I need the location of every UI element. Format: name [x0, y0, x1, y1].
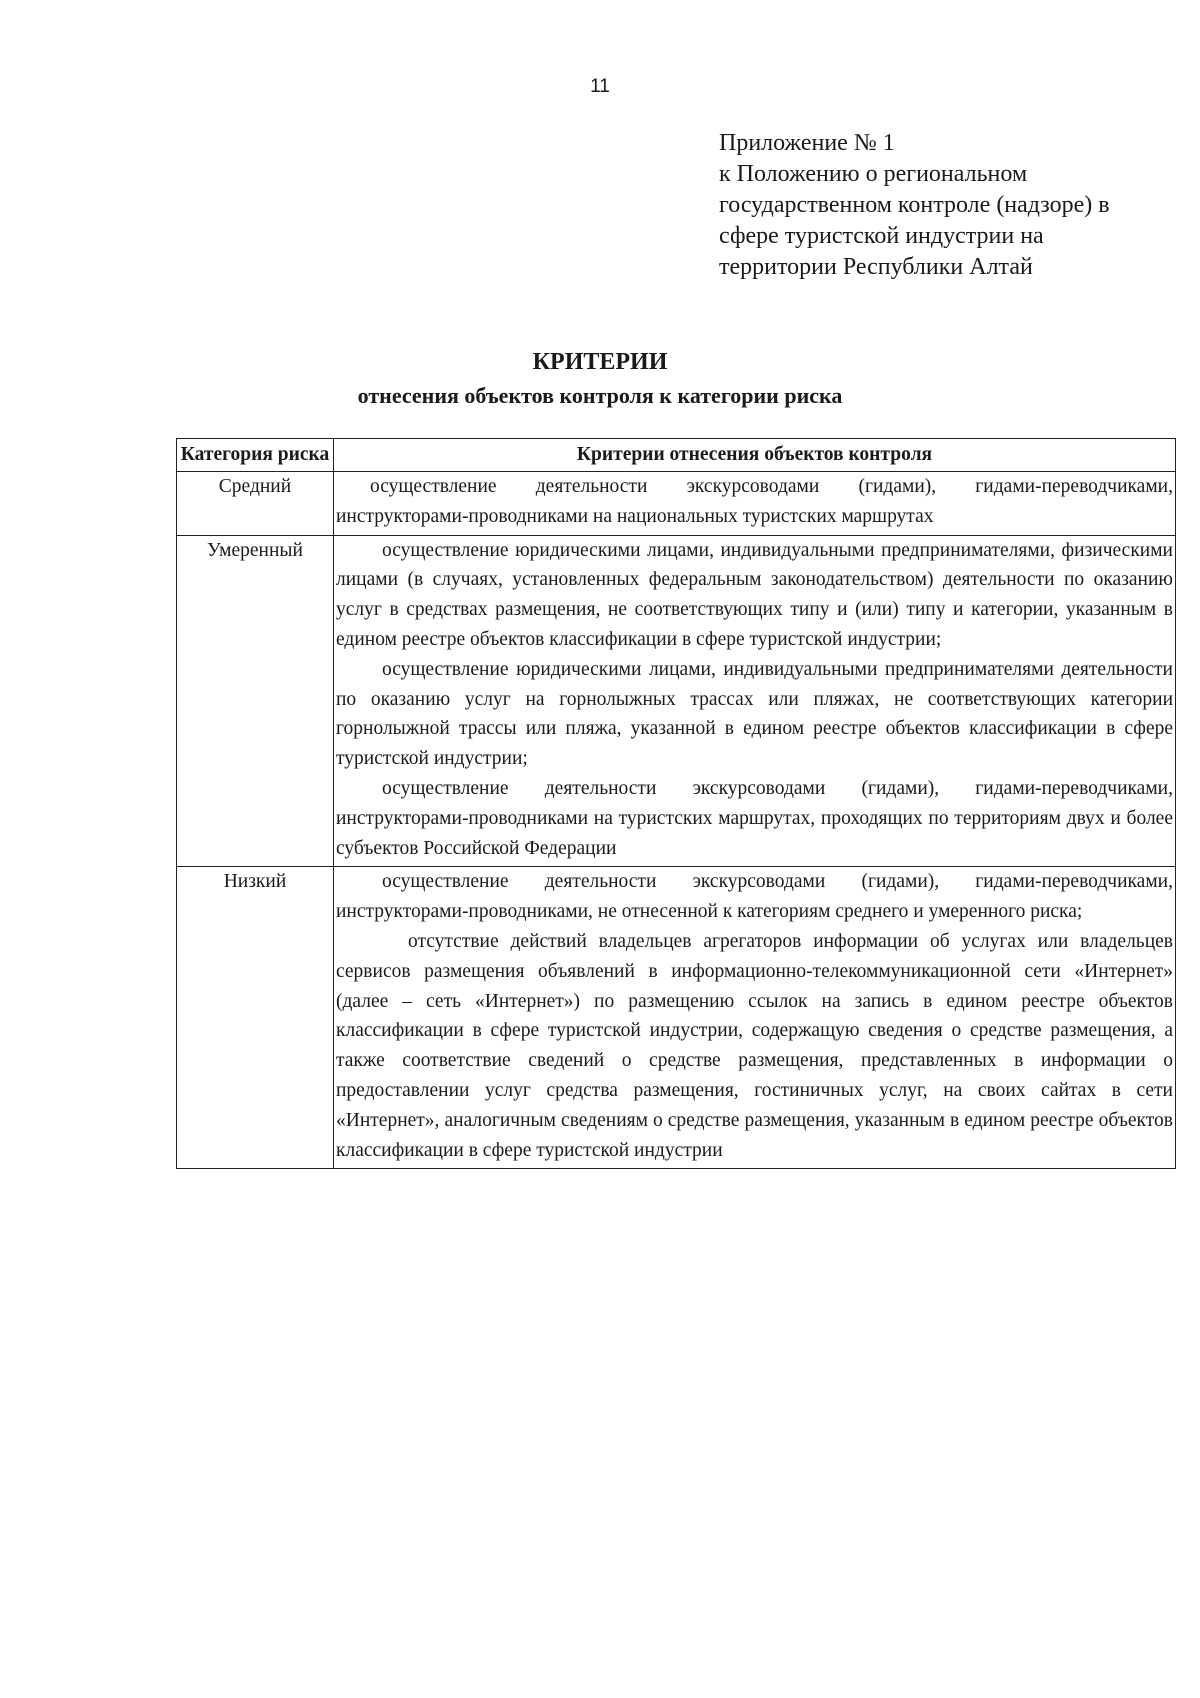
criteria-cell — [334, 472, 1176, 536]
criteria-paragraph: отсутствие действий владельцев агрегаторов информации об услугах или владельцев сервисов размещения объявлений в информационно-телекоммуникационной сети «Интернет» (далее – сеть «Интернет») по размещению ссылок на запись в едином реестре объектов классификации в сфере туристской индустрии, содержащую сведения о средстве размещения, а также соответствие сведений о средстве размещения, представленных в информации о предоставлении услуг средства размещения, гостиничных услуг, на своих сайтах в сети «Интернет», аналогичным сведениям о средстве размещения, указанным в едином реестре объектов классификации в сфере туристской индустрии — [336, 930, 1173, 1161]
criteria-table — [176, 438, 1176, 1169]
table-header-row — [177, 439, 1176, 472]
table-row — [177, 535, 1176, 867]
appendix-line: Приложение № 1 — [719, 130, 895, 156]
criteria-cell — [334, 535, 1176, 867]
header-criteria: Критерии отнесения объектов контроля — [334, 439, 1176, 472]
criteria-paragraph: осуществление деятельности экскурсоводами (гидами), гидами-переводчиками, инструкторами-проводниками на национальных туристских маршрутах — [336, 476, 1173, 527]
risk-category-cell: Умеренный — [177, 535, 334, 867]
criteria-cell — [334, 867, 1176, 1169]
risk-category-cell: Низкий — [177, 867, 334, 1169]
appendix-note — [719, 128, 1179, 283]
appendix-line: территории Республики Алтай — [719, 254, 1033, 280]
criteria-paragraph: осуществление деятельности экскурсоводами (гидами), гидами-переводчиками, инструкторами-проводниками на туристских маршрутах, проходящих по территориям двух и более субъектов Российской Федерации — [336, 777, 1173, 859]
document-subtitle: отнесения объектов контроля к категории риска — [357, 383, 843, 408]
table-row — [177, 867, 1176, 1169]
risk-category-cell: Средний — [177, 472, 334, 536]
appendix-line: к Положению о региональном — [719, 161, 1028, 187]
criteria-paragraph: осуществление деятельности экскурсоводами (гидами), гидами-переводчиками, инструкторами-проводниками, не отнесенной к категориям среднего и умеренного риска; — [336, 871, 1173, 923]
page-number: 11 — [590, 76, 610, 97]
header-category: Категория риска — [177, 439, 334, 472]
document-title: КРИТЕРИИ — [532, 349, 668, 375]
appendix-line: государственном контроле (надзоре) в — [719, 192, 1110, 218]
criteria-paragraph: осуществление юридическими лицами, индивидуальными предпринимателями, физическими лицами (в случаях, установленных федеральным законодательством) деятельности по оказанию услуг в средствах размещения, не соответствующих типу и (или) типу и категории, указанным в едином реестре объектов классификации в сфере туристской индустрии; — [336, 539, 1173, 650]
criteria-paragraph: осуществление юридическими лицами, индивидуальными предпринимателями деятельности по оказанию услуг на горнолыжных трассах или пляжах, не соответствующих категории горнолыжной трассы или пляжа, указанной в едином реестре объектов классификации в сфере туристской индустрии; — [336, 658, 1173, 770]
table-row — [177, 472, 1176, 536]
appendix-line: сфере туристской индустрии на — [719, 223, 1044, 249]
